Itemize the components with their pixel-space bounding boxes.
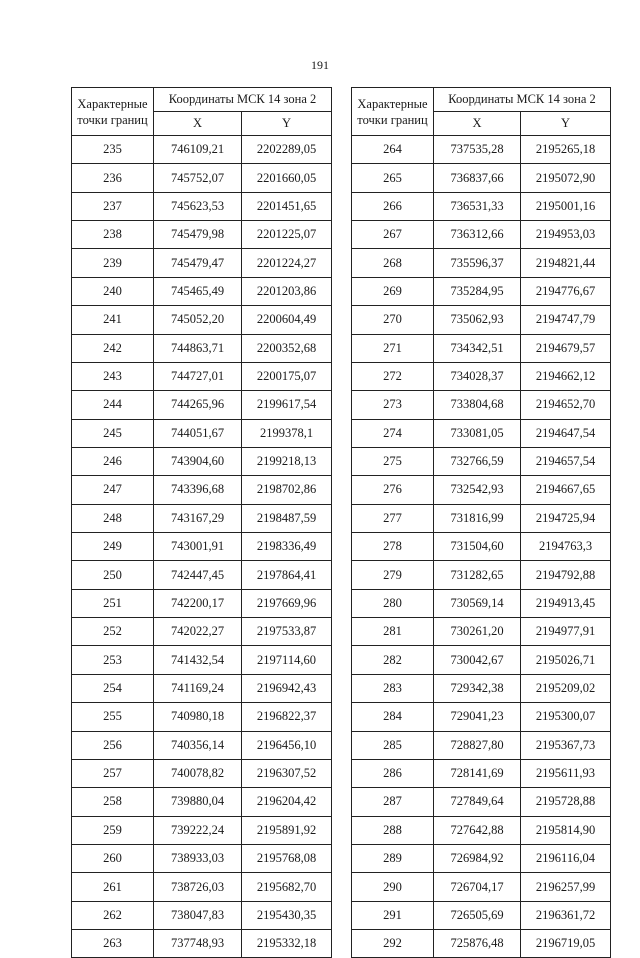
page-number: 191 [311,58,329,72]
y-cell: 2196307,52 [242,759,332,787]
point-cell: 263 [72,930,154,958]
table-row [72,703,332,731]
point-cell: 238 [72,221,154,249]
y-cell: 2196204,42 [242,788,332,816]
y-cell: 2196361,72 [521,901,611,929]
y-cell: 2200604,49 [242,306,332,334]
table-row [72,674,332,702]
table-row [352,504,611,532]
x-cell: 729342,38 [434,674,521,702]
table-row [72,816,332,844]
table-row [72,788,332,816]
y-cell: 2195367,73 [521,731,611,759]
y-cell: 2195072,90 [521,164,611,192]
y-cell: 2198487,59 [242,504,332,532]
point-cell: 245 [72,419,154,447]
x-cell: 738047,83 [154,901,242,929]
y-cell: 2194821,44 [521,249,611,277]
point-cell: 288 [352,816,434,844]
point-cell: 280 [352,589,434,617]
x-column-header: X [154,112,242,136]
point-cell: 267 [352,221,434,249]
y-cell: 2201203,86 [242,277,332,305]
point-cell: 279 [352,561,434,589]
x-cell: 735284,95 [434,277,521,305]
y-cell: 2196719,05 [521,930,611,958]
point-column-header: Характерные точки границ [352,88,434,136]
table-row [72,192,332,220]
x-cell: 727642,88 [434,816,521,844]
point-cell: 237 [72,192,154,220]
table-row [72,873,332,901]
x-cell: 744265,96 [154,391,242,419]
table-row [352,391,611,419]
table-row [72,391,332,419]
x-cell: 745465,49 [154,277,242,305]
table-row [72,164,332,192]
point-cell: 250 [72,561,154,589]
table-row [352,221,611,249]
table-row [352,618,611,646]
y-cell: 2196116,04 [521,844,611,872]
x-cell: 726505,69 [434,901,521,929]
point-cell: 235 [72,136,154,164]
point-cell: 271 [352,334,434,362]
x-cell: 739222,24 [154,816,242,844]
x-cell: 736837,66 [434,164,521,192]
table-row [352,419,611,447]
y-cell: 2195332,18 [242,930,332,958]
x-cell: 741432,54 [154,646,242,674]
x-cell: 738933,03 [154,844,242,872]
table-row [72,646,332,674]
x-cell: 738726,03 [154,873,242,901]
point-cell: 292 [352,930,434,958]
y-cell: 2194747,79 [521,306,611,334]
x-cell: 728141,69 [434,759,521,787]
x-cell: 732766,59 [434,447,521,475]
point-cell: 257 [72,759,154,787]
y-cell: 2194913,45 [521,589,611,617]
table-row [352,136,611,164]
table-row [352,192,611,220]
y-cell: 2196822,37 [242,703,332,731]
x-cell: 737535,28 [434,136,521,164]
table-row [352,674,611,702]
x-cell: 743396,68 [154,476,242,504]
point-column-header: Характерные точки границ [72,88,154,136]
point-cell: 242 [72,334,154,362]
point-cell: 291 [352,901,434,929]
x-cell: 736531,33 [434,192,521,220]
point-cell: 283 [352,674,434,702]
y-cell: 2195430,35 [242,901,332,929]
table-row [352,759,611,787]
point-cell: 273 [352,391,434,419]
y-cell: 2200352,68 [242,334,332,362]
y-cell: 2196456,10 [242,731,332,759]
y-cell: 2194679,57 [521,334,611,362]
table-row [352,362,611,390]
table-row [352,646,611,674]
y-cell: 2196942,43 [242,674,332,702]
point-cell: 275 [352,447,434,475]
table-row [352,164,611,192]
point-cell: 284 [352,703,434,731]
x-cell: 741169,24 [154,674,242,702]
table-row [352,334,611,362]
point-cell: 251 [72,589,154,617]
y-cell: 2194792,88 [521,561,611,589]
table-row [72,419,332,447]
point-cell: 259 [72,816,154,844]
table-row [72,334,332,362]
x-cell: 733804,68 [434,391,521,419]
coords-column-header: Координаты МСК 14 зона 2 [154,88,332,112]
point-cell: 264 [352,136,434,164]
table-row [72,901,332,929]
point-cell: 274 [352,419,434,447]
y-cell: 2199617,54 [242,391,332,419]
point-cell: 258 [72,788,154,816]
x-cell: 726984,92 [434,844,521,872]
y-cell: 2194647,54 [521,419,611,447]
table-row [72,731,332,759]
point-cell: 240 [72,277,154,305]
x-cell: 730261,20 [434,618,521,646]
y-cell: 2195728,88 [521,788,611,816]
table-row [352,816,611,844]
table-row [352,476,611,504]
table-row [352,306,611,334]
x-cell: 728827,80 [434,731,521,759]
point-cell: 276 [352,476,434,504]
y-column-header: Y [242,112,332,136]
table-row [72,618,332,646]
table-row [72,136,332,164]
y-cell: 2195265,18 [521,136,611,164]
point-cell: 289 [352,844,434,872]
table-row [72,277,332,305]
y-cell: 2194657,54 [521,447,611,475]
y-cell: 2194953,03 [521,221,611,249]
table-row [352,703,611,731]
y-column-header: Y [521,112,611,136]
y-cell: 2195001,16 [521,192,611,220]
x-cell: 740980,18 [154,703,242,731]
point-cell: 260 [72,844,154,872]
y-cell: 2202289,05 [242,136,332,164]
y-cell: 2194763,3 [521,533,611,561]
x-cell: 744051,67 [154,419,242,447]
y-cell: 2201451,65 [242,192,332,220]
coordinates-table-right [351,87,611,958]
table-row [72,759,332,787]
point-cell: 239 [72,249,154,277]
point-cell: 255 [72,703,154,731]
point-cell: 254 [72,674,154,702]
x-cell: 730569,14 [434,589,521,617]
y-cell: 2195300,07 [521,703,611,731]
x-cell: 740356,14 [154,731,242,759]
x-cell: 735596,37 [434,249,521,277]
point-cell: 287 [352,788,434,816]
table-row [72,447,332,475]
x-cell: 745752,07 [154,164,242,192]
point-cell: 269 [352,277,434,305]
point-cell: 277 [352,504,434,532]
y-cell: 2197669,96 [242,589,332,617]
x-cell: 734028,37 [434,362,521,390]
y-cell: 2198336,49 [242,533,332,561]
y-cell: 2194977,91 [521,618,611,646]
point-cell: 241 [72,306,154,334]
point-cell: 236 [72,164,154,192]
x-cell: 737748,93 [154,930,242,958]
table-row [72,249,332,277]
x-cell: 745052,20 [154,306,242,334]
table-row [72,930,332,958]
coordinates-table-left [71,87,332,958]
x-cell: 734342,51 [434,334,521,362]
point-cell: 243 [72,362,154,390]
point-cell: 261 [72,873,154,901]
y-cell: 2201225,07 [242,221,332,249]
table-row [72,561,332,589]
table-row [352,447,611,475]
x-cell: 745623,53 [154,192,242,220]
table-row [72,476,332,504]
table-row [72,533,332,561]
point-cell: 246 [72,447,154,475]
point-cell: 272 [352,362,434,390]
y-cell: 2200175,07 [242,362,332,390]
y-cell: 2194776,67 [521,277,611,305]
point-cell: 262 [72,901,154,929]
table-row [72,221,332,249]
point-cell: 281 [352,618,434,646]
x-cell: 730042,67 [434,646,521,674]
y-cell: 2195768,08 [242,844,332,872]
x-cell: 743167,29 [154,504,242,532]
point-cell: 247 [72,476,154,504]
x-cell: 745479,98 [154,221,242,249]
table-row [72,306,332,334]
table-row [352,844,611,872]
x-cell: 744863,71 [154,334,242,362]
y-cell: 2195814,90 [521,816,611,844]
table-row [352,930,611,958]
x-cell: 726704,17 [434,873,521,901]
table-row [352,589,611,617]
x-cell: 736312,66 [434,221,521,249]
x-cell: 742022,27 [154,618,242,646]
point-cell: 290 [352,873,434,901]
x-cell: 743904,60 [154,447,242,475]
y-cell: 2199378,1 [242,419,332,447]
point-cell: 265 [352,164,434,192]
y-cell: 2195891,92 [242,816,332,844]
y-cell: 2201660,05 [242,164,332,192]
y-cell: 2198702,86 [242,476,332,504]
y-cell: 2195611,93 [521,759,611,787]
x-cell: 729041,23 [434,703,521,731]
point-cell: 244 [72,391,154,419]
x-cell: 743001,91 [154,533,242,561]
table-row [72,844,332,872]
y-cell: 2194652,70 [521,391,611,419]
table-row [72,589,332,617]
x-cell: 742447,45 [154,561,242,589]
y-cell: 2194667,65 [521,476,611,504]
point-cell: 252 [72,618,154,646]
x-cell: 735062,93 [434,306,521,334]
x-cell: 733081,05 [434,419,521,447]
y-cell: 2196257,99 [521,873,611,901]
point-cell: 266 [352,192,434,220]
x-cell: 746109,21 [154,136,242,164]
point-cell: 270 [352,306,434,334]
y-cell: 2194662,12 [521,362,611,390]
x-cell: 725876,48 [434,930,521,958]
table-row [352,561,611,589]
point-cell: 282 [352,646,434,674]
y-cell: 2195682,70 [242,873,332,901]
y-cell: 2199218,13 [242,447,332,475]
coords-column-header: Координаты МСК 14 зона 2 [434,88,611,112]
point-cell: 286 [352,759,434,787]
y-cell: 2197864,41 [242,561,332,589]
point-cell: 248 [72,504,154,532]
point-cell: 285 [352,731,434,759]
x-cell: 742200,17 [154,589,242,617]
table-row [352,901,611,929]
table-row [352,277,611,305]
table-row [72,362,332,390]
table-row [352,533,611,561]
point-cell: 268 [352,249,434,277]
x-cell: 732542,93 [434,476,521,504]
point-cell: 253 [72,646,154,674]
table-row [352,788,611,816]
x-cell: 731282,65 [434,561,521,589]
x-cell: 740078,82 [154,759,242,787]
table-row [352,873,611,901]
point-cell: 249 [72,533,154,561]
table-row [72,504,332,532]
x-column-header: X [434,112,521,136]
table-row [352,731,611,759]
x-cell: 739880,04 [154,788,242,816]
x-cell: 727849,64 [434,788,521,816]
x-cell: 745479,47 [154,249,242,277]
y-cell: 2195209,02 [521,674,611,702]
table-row [352,249,611,277]
y-cell: 2194725,94 [521,504,611,532]
x-cell: 744727,01 [154,362,242,390]
x-cell: 731504,60 [434,533,521,561]
y-cell: 2201224,27 [242,249,332,277]
point-cell: 278 [352,533,434,561]
x-cell: 731816,99 [434,504,521,532]
y-cell: 2197533,87 [242,618,332,646]
y-cell: 2197114,60 [242,646,332,674]
y-cell: 2195026,71 [521,646,611,674]
point-cell: 256 [72,731,154,759]
